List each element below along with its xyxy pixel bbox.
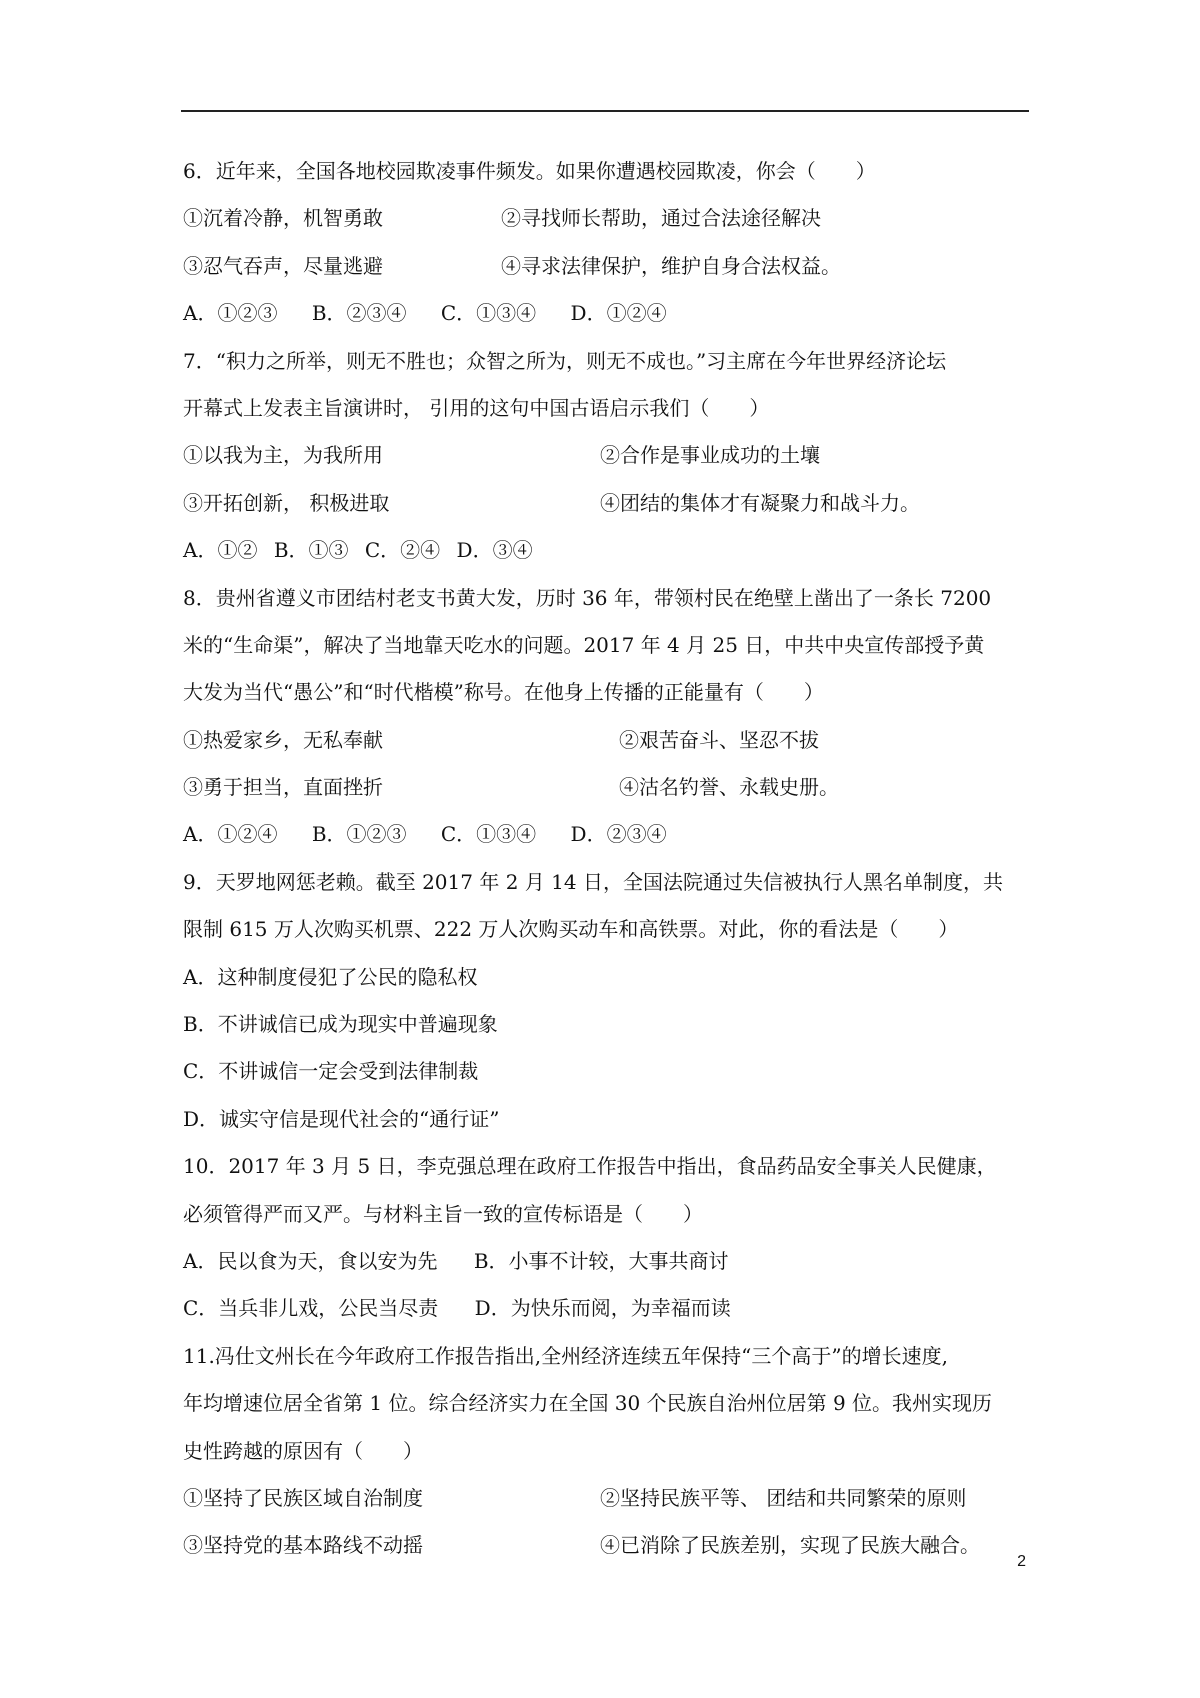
q6-statement-2: ②寻找师长帮助，通过合法途径解决 <box>501 206 821 231</box>
document-body <box>183 148 1029 1570</box>
q7-statement-4: ④团结的集体才有凝聚力和战斗力。 <box>600 490 920 515</box>
q7-options <box>183 527 1029 574</box>
q11-statement-3: ③坚持党的基本路线不动摇 <box>183 1533 423 1558</box>
q11-statements-row1 <box>183 1475 1029 1522</box>
q8-options <box>183 811 1029 858</box>
q7-option-c: C．②④ <box>364 538 441 563</box>
q6-statement-1: ①沉着冷静，机智勇敢 <box>183 206 383 231</box>
q9-option-a: A．这种制度侵犯了公民的隐私权 <box>183 964 478 989</box>
q8-option-b: B．①②③ <box>311 822 407 847</box>
q6-option-b: B．②③④ <box>311 301 407 326</box>
q9-option-b: B．不讲诚信已成为现实中普遍现象 <box>183 1012 498 1037</box>
q11-stem-line3: 史性跨越的原因有（ ） <box>183 1438 423 1463</box>
q8-statement-1: ①热爱家乡，无私奉献 <box>183 727 383 752</box>
q8-stem-line3: 大发为当代“愚公”和“时代楷模”称号。在他身上传播的正能量有（ ） <box>183 680 824 705</box>
q7-option-d: D．③④ <box>456 538 533 563</box>
q8-statement-2: ②艰苦奋斗、坚忍不拔 <box>619 727 819 752</box>
q8-statements-row1 <box>183 717 1029 764</box>
q9-option-c: C．不讲诚信一定会受到法律制裁 <box>183 1059 479 1084</box>
page-number: 2 <box>1017 1553 1026 1570</box>
q8-stem-line1: 8．贵州省遵义市团结村老支书黄大发，历时 36 年，带领村民在绝壁上凿出了一条长 7200 <box>183 585 992 610</box>
q10-option-a: A．民以食为天，食以安为先 <box>183 1248 438 1273</box>
q7-statements-row2 <box>183 480 1029 527</box>
q8-statement-4: ④沽名钓誉、永载史册。 <box>619 775 839 800</box>
q6-statement-4: ④寻求法律保护，维护自身合法权益。 <box>501 253 841 278</box>
q8-option-d: D．②③④ <box>570 822 667 847</box>
q6-statements-row2 <box>183 243 1029 290</box>
q7-option-a: A．①② <box>183 538 258 563</box>
q7-stem-line1: 7．“积力之所举，则无不胜也；众智之所为，则无不成也。”习主席在今年世界经济论坛 <box>183 348 947 373</box>
q7-statement-1: ①以我为主，为我所用 <box>183 443 383 468</box>
q11-stem-line1: 11.冯仕文州长在今年政府工作报告指出,全州经济连续五年保持“三个高于”的增长速度, <box>183 1343 948 1368</box>
q9-stem-line2: 限制 615 万人次购买机票、222 万人次购买动车和高铁票。对此，你的看法是（ ） <box>183 917 959 942</box>
q8-option-c: C．①③④ <box>440 822 537 847</box>
q7-option-b: B．①③ <box>273 538 349 563</box>
q11-statement-4: ④已消除了民族差别，实现了民族大融合。 <box>600 1533 980 1558</box>
q8-option-a: A．①②④ <box>183 822 278 847</box>
q11-statement-2: ②坚持民族平等、 团结和共同繁荣的原则 <box>600 1485 967 1510</box>
q6-statement-3: ③忍气吞声，尽量逃避 <box>183 253 383 278</box>
q11-stem-line2: 年均增速位居全省第 1 位。综合经济实力在全国 30 个民族自治州位居第 9 位。我州实现历 <box>183 1391 993 1416</box>
q10-options-row2 <box>183 1285 1029 1332</box>
q10-option-b: B．小事不计较，大事共商讨 <box>473 1248 729 1273</box>
q11-statement-1: ①坚持了民族区域自治制度 <box>183 1485 423 1510</box>
q8-statements-row2 <box>183 764 1029 811</box>
q7-statement-3: ③开拓创新， 积极进取 <box>183 490 390 515</box>
q6-option-a: A．①②③ <box>183 301 278 326</box>
q6-stem: 6．近年来，全国各地校园欺凌事件频发。如果你遭遇校园欺凌，你会（ ） <box>183 159 876 183</box>
q8-stem-line2: 米的“生命渠”，解决了当地靠天吃水的问题。2017 年 4 月 25 日，中共中央宣传部授予黄 <box>183 632 985 657</box>
q10-option-d: D．为快乐而阅，为幸福而读 <box>474 1296 731 1321</box>
header-rule <box>181 110 1029 112</box>
q10-options-row1 <box>183 1238 1029 1285</box>
q10-stem-line1: 10．2017 年 3 月 5 日，李克强总理在政府工作报告中指出，食品药品安全事关人民健康， <box>183 1154 997 1179</box>
q6-option-c: C．①③④ <box>440 301 537 326</box>
q7-statement-2: ②合作是事业成功的土壤 <box>600 443 820 468</box>
q10-option-c: C．当兵非儿戏，公民当尽责 <box>183 1296 439 1321</box>
q6-statements-row1 <box>183 195 1029 242</box>
q6-options <box>183 290 1029 337</box>
q7-stem-line2: 开幕式上发表主旨演讲时， 引用的这句中国古语启示我们（ ） <box>183 395 770 420</box>
q10-stem-line2: 必须管得严而又严。与材料主旨一致的宣传标语是（ ） <box>183 1201 703 1226</box>
q9-stem-line1: 9．天罗地网惩老赖。截至 2017 年 2 月 14 日，全国法院通过失信被执行人黑名单制度，共 <box>183 869 1003 894</box>
q9-option-d: D．诚实守信是现代社会的“通行证” <box>183 1106 500 1131</box>
q6-option-d: D．①②④ <box>570 301 667 326</box>
q7-statements-row1 <box>183 432 1029 479</box>
q11-statements-row2 <box>183 1522 1029 1569</box>
q8-statement-3: ③勇于担当，直面挫折 <box>183 775 383 800</box>
